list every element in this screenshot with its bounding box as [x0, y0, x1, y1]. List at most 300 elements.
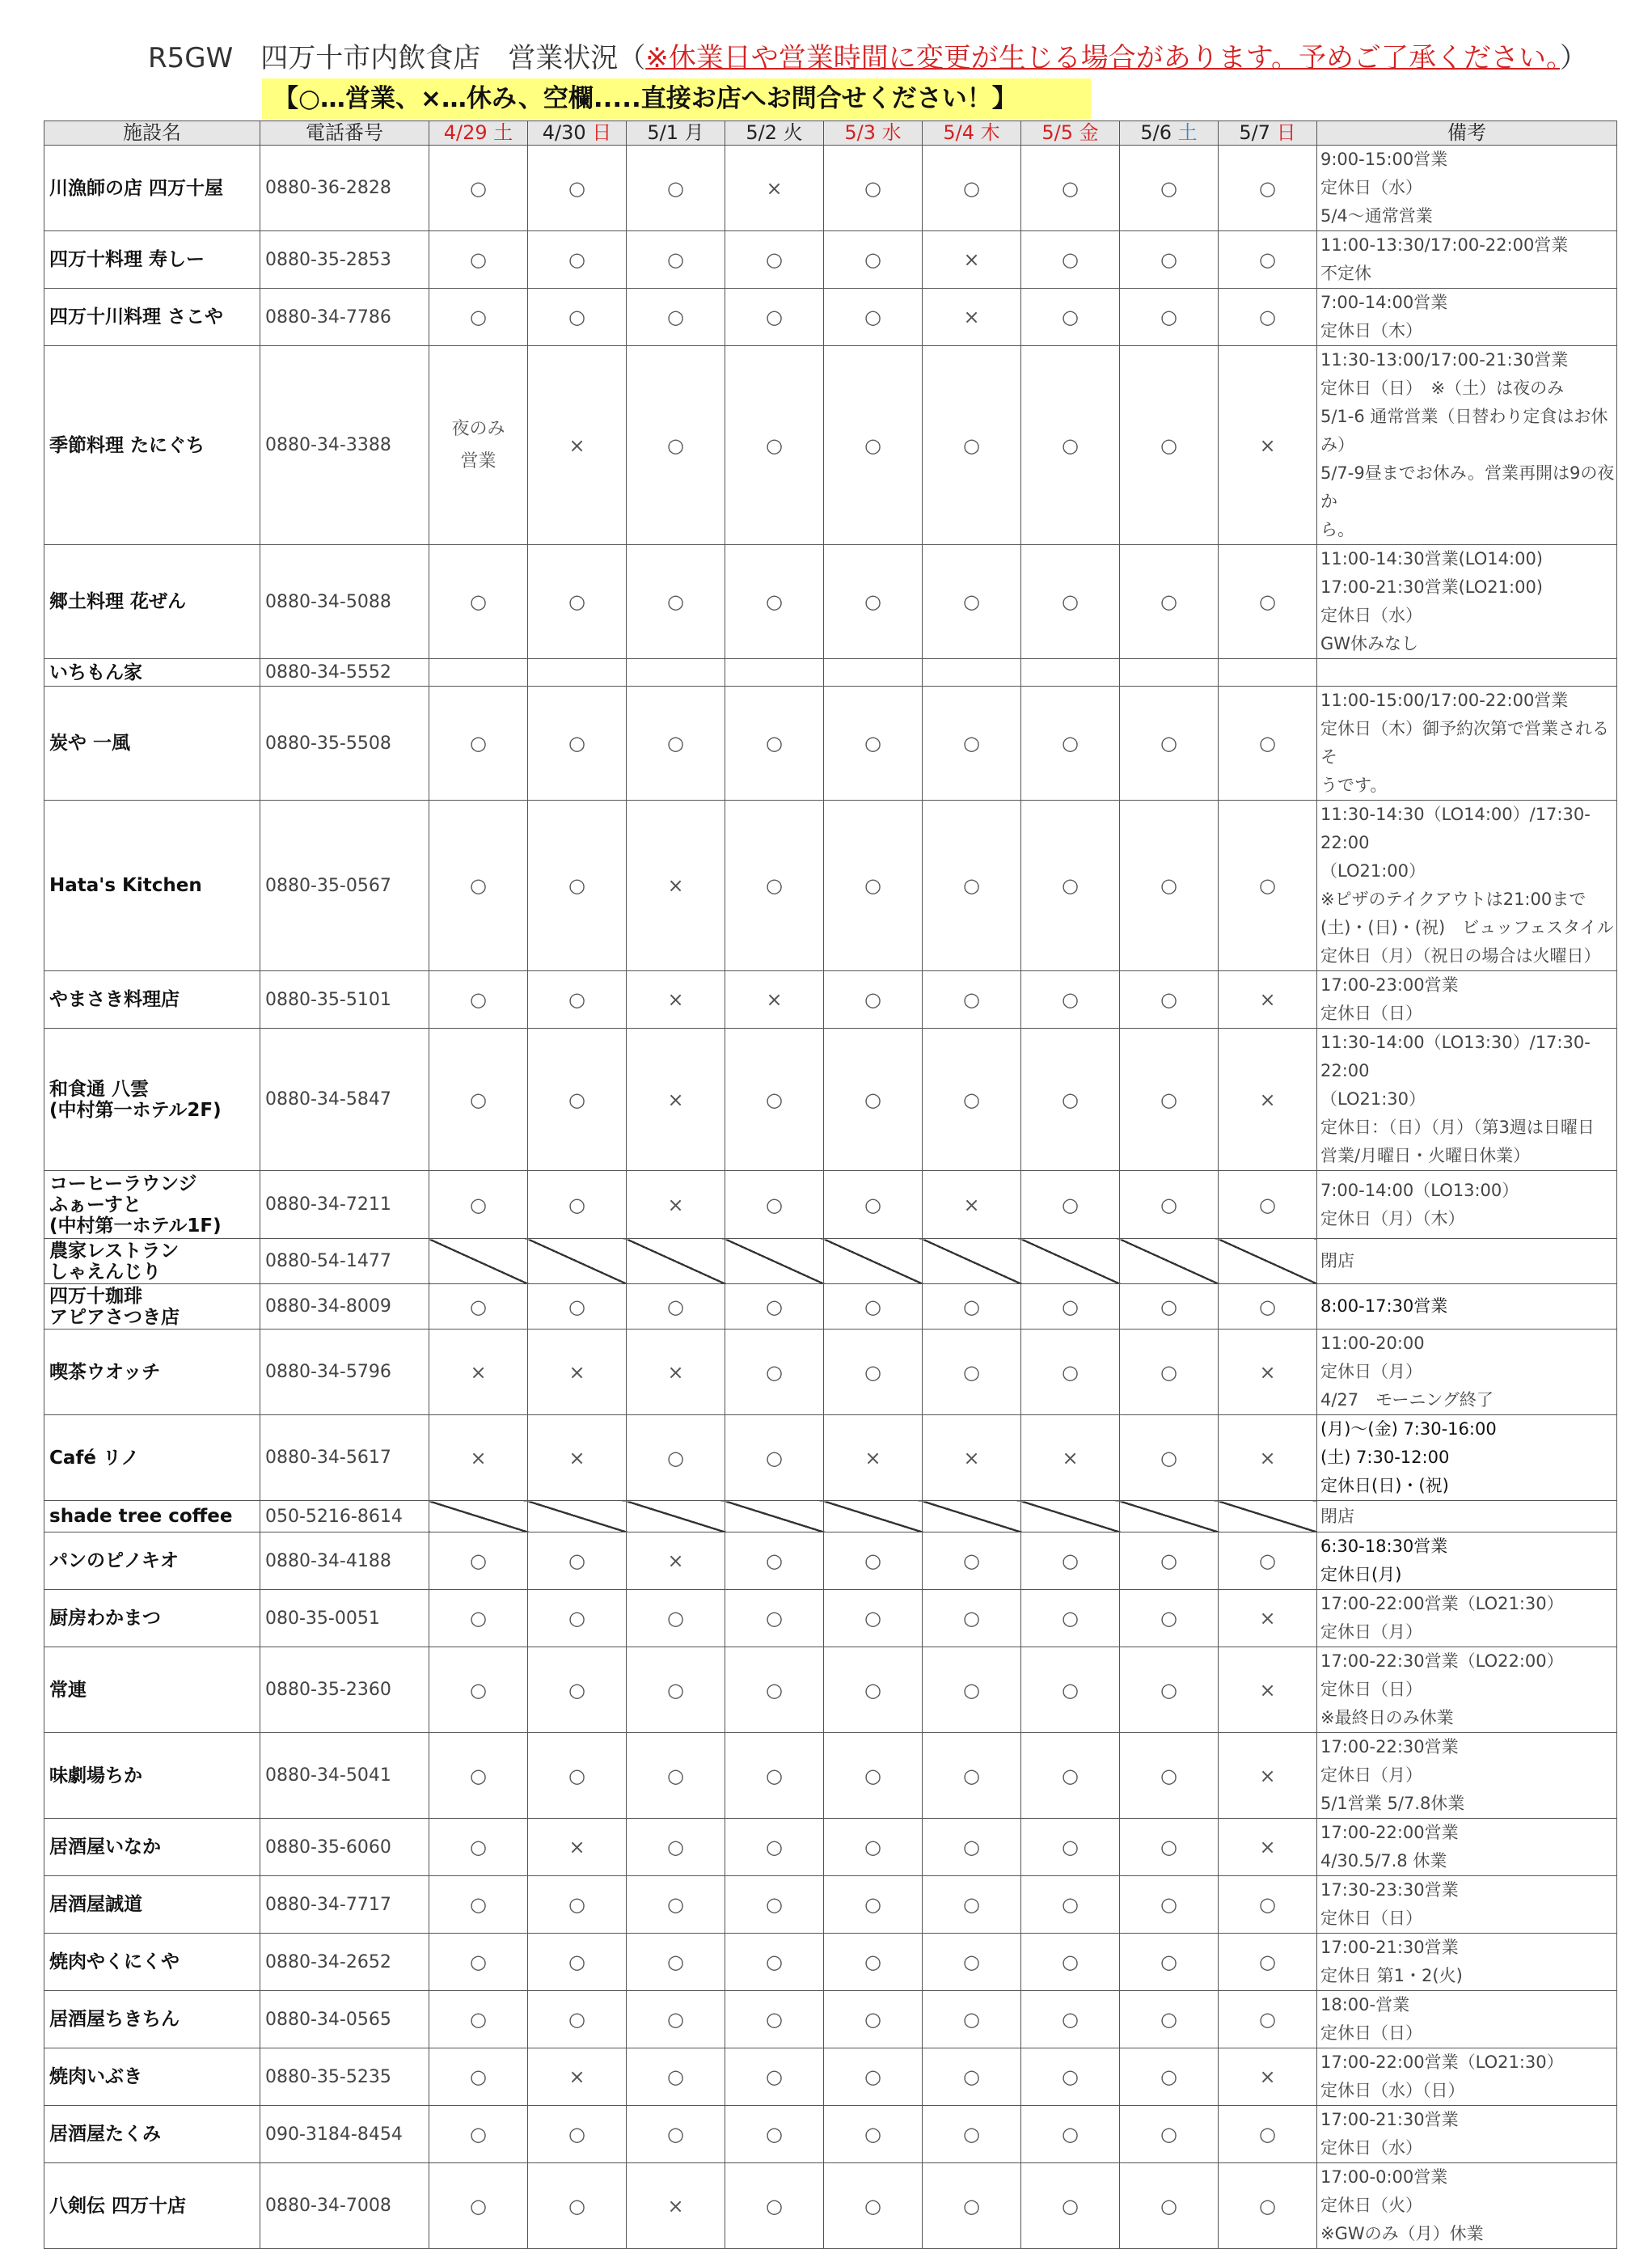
status-cell: × [627, 971, 725, 1029]
status-cell [627, 659, 725, 687]
phone-number: 0880-34-8009 [260, 1284, 429, 1330]
status-cell [725, 659, 824, 687]
table-row [44, 2163, 1617, 2249]
phone-number: 0880-34-5088 [260, 545, 429, 659]
facility-name: 居酒屋たくみ [44, 2106, 260, 2163]
status-cell: ○ [528, 1029, 627, 1171]
table-row [44, 1171, 1617, 1239]
status-cell: ○ [824, 1876, 923, 1934]
phone-number: 0880-34-7008 [260, 2163, 429, 2249]
status-cell: ○ [923, 971, 1021, 1029]
title-close-paren: ） [1560, 42, 1588, 74]
header-weekday: 日 [592, 121, 612, 144]
closed-slash-cell [1219, 1239, 1317, 1284]
status-cell: ○ [1021, 1991, 1120, 2048]
remarks-cell: 11:00-14:30営業(LO14:00) 17:00-21:30営業(LO21:00) 定休日（水） GW休みなし [1317, 545, 1617, 659]
status-cell: ○ [923, 1284, 1021, 1330]
status-cell: ○ [627, 545, 725, 659]
table-row [44, 971, 1617, 1029]
status-cell: ○ [528, 2163, 627, 2249]
header-weekday: 水 [881, 121, 902, 144]
status-cell: ○ [1219, 146, 1317, 231]
header-weekday: 土 [1177, 121, 1198, 144]
status-cell: ○ [824, 2106, 923, 2163]
remarks-cell: 6:30-18:30営業 定休日(月) [1317, 1532, 1617, 1590]
header-weekday: 月 [684, 121, 704, 144]
status-cell: ○ [824, 1590, 923, 1647]
title-open-paren: （ [618, 42, 646, 74]
status-cell: ○ [1120, 289, 1219, 346]
header-day-0 [429, 121, 528, 146]
status-cell: ○ [429, 1171, 528, 1239]
status-cell [824, 659, 923, 687]
header-weekday: 火 [783, 121, 803, 144]
status-cell: ○ [528, 545, 627, 659]
remarks-cell: 11:00-13:30/17:00-22:00営業 不定休 [1317, 231, 1617, 289]
status-cell: ○ [824, 545, 923, 659]
table-row [44, 1733, 1617, 1819]
status-cell: ○ [824, 971, 923, 1029]
facility-name: 郷土料理 花ぜん [44, 545, 260, 659]
table-row [44, 289, 1617, 346]
title-main: R5GW 四万十市内飲食店 営業状況 [148, 42, 619, 74]
phone-number: 0880-34-3388 [260, 346, 429, 545]
status-cell: ○ [1120, 1171, 1219, 1239]
status-cell: ○ [1120, 1284, 1219, 1330]
status-cell [1219, 659, 1317, 687]
status-cell: ○ [627, 2048, 725, 2106]
remarks-cell: 9:00-15:00営業 定休日（水） 5/4～通常営業 [1317, 146, 1617, 231]
status-cell: ○ [1120, 2106, 1219, 2163]
remarks-cell: 閉店 [1317, 1501, 1617, 1532]
facility-name: Hata's Kitchen [44, 801, 260, 971]
status-cell: ○ [1219, 2106, 1317, 2163]
status-cell: ○ [1219, 1991, 1317, 2048]
status-cell: ○ [725, 1330, 824, 1415]
status-cell: ○ [824, 687, 923, 801]
status-cell: ○ [1021, 1532, 1120, 1590]
table-row [44, 2106, 1617, 2163]
facility-name: いちもん家 [44, 659, 260, 687]
status-cell: ○ [627, 1819, 725, 1876]
status-cell: ○ [627, 146, 725, 231]
status-cell: ○ [429, 801, 528, 971]
status-cell: ○ [429, 2163, 528, 2249]
status-cell: × [1219, 1330, 1317, 1415]
facility-name: 喫茶ウオッチ [44, 1330, 260, 1415]
status-cell: × [1219, 1647, 1317, 1733]
status-cell: ○ [725, 1415, 824, 1501]
status-cell: ○ [1021, 1330, 1120, 1415]
status-cell [923, 659, 1021, 687]
status-cell: ○ [1219, 231, 1317, 289]
status-cell: ○ [923, 146, 1021, 231]
status-cell: ○ [627, 1876, 725, 1934]
status-cell: ○ [528, 1647, 627, 1733]
header-weekday: 金 [1079, 121, 1099, 144]
status-cell: ○ [923, 1876, 1021, 1934]
status-cell: ○ [1120, 801, 1219, 971]
header-name: 施設名 [44, 121, 260, 146]
phone-number: 0880-34-7211 [260, 1171, 429, 1239]
remarks-cell: (月)～(金) 7:30-16:00 (土) 7:30-12:00 定休日(日)・(祝) [1317, 1415, 1617, 1501]
status-cell: ○ [725, 1934, 824, 1991]
status-cell: ○ [627, 1284, 725, 1330]
status-cell: × [1219, 1590, 1317, 1647]
status-cell: ○ [725, 1733, 824, 1819]
status-cell: ○ [824, 2163, 923, 2249]
status-cell: ○ [1021, 346, 1120, 545]
status-cell: ○ [528, 1532, 627, 1590]
status-cell: ○ [528, 1991, 627, 2048]
status-cell [429, 659, 528, 687]
remarks-cell [1317, 659, 1617, 687]
status-cell: × [923, 1171, 1021, 1239]
header-date: 4/29 [443, 121, 488, 144]
status-cell: ○ [1021, 1647, 1120, 1733]
status-cell: × [923, 231, 1021, 289]
table-row [44, 1590, 1617, 1647]
status-cell: ○ [824, 1733, 923, 1819]
phone-number: 0880-34-2652 [260, 1934, 429, 1991]
remarks-cell: 17:00-21:30営業 定休日 第1・2(火) [1317, 1934, 1617, 1991]
status-cell: × [627, 1029, 725, 1171]
status-cell: ○ [627, 687, 725, 801]
header-date: 5/4 [943, 121, 974, 144]
status-cell: ○ [824, 1284, 923, 1330]
page-title [148, 39, 1644, 78]
status-cell: ○ [725, 1876, 824, 1934]
status-cell: ○ [429, 1532, 528, 1590]
status-cell: ○ [429, 1733, 528, 1819]
status-cell [1120, 659, 1219, 687]
status-cell: ○ [923, 1733, 1021, 1819]
closed-slash-cell [429, 1501, 528, 1532]
status-cell: ○ [1120, 1647, 1219, 1733]
remarks-cell: 17:00-22:30営業（LO22:00） 定休日（日） ※最終日のみ休業 [1317, 1647, 1617, 1733]
status-cell: ○ [1120, 1876, 1219, 1934]
status-cell: ○ [528, 1171, 627, 1239]
status-cell: ○ [725, 801, 824, 971]
status-cell: ○ [725, 346, 824, 545]
status-cell: × [725, 146, 824, 231]
status-cell: ○ [528, 146, 627, 231]
status-cell: ○ [725, 1284, 824, 1330]
remarks-cell: 17:00-22:00営業（LO21:30） 定休日（水）（日） [1317, 2048, 1617, 2106]
remarks-cell: 17:00-21:30営業 定休日（水） [1317, 2106, 1617, 2163]
status-cell: ○ [725, 1819, 824, 1876]
facility-name: 居酒屋いなか [44, 1819, 260, 1876]
facility-name: 焼肉やくにくや [44, 1934, 260, 1991]
status-cell: ○ [1219, 1284, 1317, 1330]
status-cell: ○ [429, 289, 528, 346]
table-row [44, 146, 1617, 231]
status-cell: ○ [1120, 1330, 1219, 1415]
table-row [44, 1819, 1617, 1876]
table-header [44, 121, 1617, 146]
status-cell: ○ [725, 2048, 824, 2106]
status-cell: ○ [824, 1171, 923, 1239]
remarks-cell: 7:00-14:00営業 定休日（木） [1317, 289, 1617, 346]
facility-name: 季節料理 たにぐち [44, 346, 260, 545]
status-cell: × [627, 801, 725, 971]
status-cell: ○ [627, 1934, 725, 1991]
status-cell: ○ [528, 971, 627, 1029]
status-cell: ○ [1120, 1415, 1219, 1501]
phone-number: 0880-34-5617 [260, 1415, 429, 1501]
status-cell: ○ [824, 1330, 923, 1415]
status-cell: ○ [725, 545, 824, 659]
phone-number: 0880-35-6060 [260, 1819, 429, 1876]
header-day-7 [1120, 121, 1219, 146]
status-cell: ○ [1021, 2163, 1120, 2249]
table-row [44, 545, 1617, 659]
status-cell: ○ [429, 1876, 528, 1934]
status-cell: ○ [1021, 146, 1120, 231]
status-cell: ○ [725, 289, 824, 346]
facility-name: 四万十料理 寿しー [44, 231, 260, 289]
status-cell: ○ [1021, 1819, 1120, 1876]
phone-number: 0880-35-5235 [260, 2048, 429, 2106]
phone-number: 0880-36-2828 [260, 146, 429, 231]
status-cell: ○ [923, 687, 1021, 801]
facility-name: 八剣伝 四万十店 [44, 2163, 260, 2249]
status-cell: ○ [1219, 1876, 1317, 1934]
closed-slash-cell [1120, 1239, 1219, 1284]
status-cell: ○ [1120, 2163, 1219, 2249]
facility-name: 四万十珈琲 アピアさつき店 [44, 1284, 260, 1330]
header-weekday: 土 [493, 121, 513, 144]
status-cell: × [1219, 1415, 1317, 1501]
phone-number: 0880-34-5041 [260, 1733, 429, 1819]
facility-name: コーヒーラウンジ ふぁーすと (中村第一ホテル1F) [44, 1171, 260, 1239]
status-cell: ○ [725, 2106, 824, 2163]
status-cell: ○ [923, 2048, 1021, 2106]
remarks-cell: 7:00-14:00（LO13:00） 定休日（月）（木） [1317, 1171, 1617, 1239]
status-cell: ○ [627, 231, 725, 289]
remarks-cell: 8:00-17:30営業 [1317, 1284, 1617, 1330]
facility-name: 農家レストラン しゃえんじり [44, 1239, 260, 1284]
remarks-cell: 17:00-0:00営業 定休日（火） ※GWのみ（月）休業 [1317, 2163, 1617, 2249]
status-cell: ○ [725, 1029, 824, 1171]
phone-number: 0880-35-2853 [260, 231, 429, 289]
header-day-8 [1219, 121, 1317, 146]
closed-slash-cell [429, 1239, 528, 1284]
header-day-1 [528, 121, 627, 146]
status-cell: ○ [1120, 2048, 1219, 2106]
status-cell: ○ [824, 1934, 923, 1991]
status-cell: × [923, 289, 1021, 346]
status-cell: × [1219, 346, 1317, 545]
table-body [44, 146, 1617, 2249]
status-cell: ○ [627, 1415, 725, 1501]
header-date: 5/3 [844, 121, 876, 144]
table-row [44, 1876, 1617, 1934]
table-row [44, 1330, 1617, 1415]
status-cell: × [1219, 1819, 1317, 1876]
status-cell: ○ [1120, 346, 1219, 545]
status-cell: ○ [1021, 1733, 1120, 1819]
status-cell: ○ [923, 1029, 1021, 1171]
status-cell: ○ [923, 1330, 1021, 1415]
status-cell: ○ [528, 2106, 627, 2163]
header-day-4 [824, 121, 923, 146]
table-row [44, 1415, 1617, 1501]
status-cell: ○ [627, 346, 725, 545]
status-cell: ○ [824, 801, 923, 971]
facility-name: やまさき料理店 [44, 971, 260, 1029]
status-cell: ○ [725, 1991, 824, 2048]
status-cell: ○ [1120, 1590, 1219, 1647]
status-cell: ○ [923, 1532, 1021, 1590]
status-cell: ○ [528, 289, 627, 346]
closed-slash-cell [1021, 1239, 1120, 1284]
status-cell: × [528, 1415, 627, 1501]
header-phone: 電話番号 [260, 121, 429, 146]
phone-number: 0880-35-5508 [260, 687, 429, 801]
header-weekday: 木 [980, 121, 1000, 144]
closed-slash-cell [528, 1239, 627, 1284]
status-cell: ○ [725, 1171, 824, 1239]
status-cell: ○ [1021, 289, 1120, 346]
status-cell: × [429, 1415, 528, 1501]
status-cell: ○ [429, 687, 528, 801]
status-cell: ○ [1219, 2163, 1317, 2249]
header-row [44, 121, 1617, 146]
facility-name: 炭や 一風 [44, 687, 260, 801]
table-row [44, 1501, 1617, 1532]
remarks-cell: 17:00-22:00営業 4/30.5/7.8 休業 [1317, 1819, 1617, 1876]
status-cell: ○ [923, 2106, 1021, 2163]
status-cell: ○ [725, 2163, 824, 2249]
status-cell: ○ [1021, 545, 1120, 659]
status-cell: ○ [1021, 2106, 1120, 2163]
status-cell: × [725, 971, 824, 1029]
header-weekday: 日 [1276, 121, 1296, 144]
facility-name: 居酒屋誠道 [44, 1876, 260, 1934]
closed-slash-cell [725, 1501, 824, 1532]
status-cell: ○ [923, 1934, 1021, 1991]
status-cell: ○ [1219, 1532, 1317, 1590]
status-cell: ○ [1021, 1590, 1120, 1647]
status-cell: ○ [824, 146, 923, 231]
status-cell: × [1219, 1029, 1317, 1171]
status-cell: ○ [429, 146, 528, 231]
status-cell: ○ [1219, 545, 1317, 659]
status-cell: ○ [1021, 687, 1120, 801]
remarks-cell: 11:30-14:30（LO14:00）/17:30-22:00 （LO21:00） ※ピザのテイクアウトは21:00まで (土)・(日)・(祝) ビュッフェスタイル 定休日（月）（祝日の場合は火曜日） [1317, 801, 1617, 971]
status-cell: ○ [429, 1284, 528, 1330]
phone-number: 0880-35-5101 [260, 971, 429, 1029]
closed-slash-cell [627, 1501, 725, 1532]
table-row [44, 1991, 1617, 2048]
phone-number: 0880-34-7717 [260, 1876, 429, 1934]
status-cell: ○ [1120, 1029, 1219, 1171]
status-cell: 夜のみ 営業 [429, 346, 528, 545]
status-cell: ○ [1021, 1029, 1120, 1171]
remarks-cell: 17:00-22:00営業（LO21:30） 定休日（月） [1317, 1590, 1617, 1647]
remarks-cell: 11:00-20:00 定休日（月） 4/27 モーニング終了 [1317, 1330, 1617, 1415]
closed-slash-cell [824, 1501, 923, 1532]
status-cell: ○ [528, 1876, 627, 1934]
closed-slash-cell [627, 1239, 725, 1284]
status-cell: ○ [429, 1934, 528, 1991]
status-cell: ○ [429, 231, 528, 289]
remarks-cell: 18:00-営業 定休日（日） [1317, 1991, 1617, 2048]
header-remarks: 備考 [1317, 121, 1617, 146]
table-row [44, 1239, 1617, 1284]
header-date: 5/1 [647, 121, 678, 144]
status-cell: ○ [627, 1590, 725, 1647]
status-cell: ○ [824, 289, 923, 346]
status-cell: ○ [1120, 231, 1219, 289]
phone-number: 0880-34-5847 [260, 1029, 429, 1171]
closed-slash-cell [725, 1239, 824, 1284]
status-cell: ○ [627, 2106, 725, 2163]
remarks-cell: 閉店 [1317, 1239, 1617, 1284]
table-row [44, 1284, 1617, 1330]
status-cell: × [627, 1330, 725, 1415]
header-date: 5/5 [1041, 121, 1073, 144]
legend-banner: 【○…営業、×…休み、空欄.....直接お店へお問合せください！】 [262, 78, 1091, 119]
status-cell: ○ [1219, 801, 1317, 971]
status-cell: ○ [528, 1284, 627, 1330]
status-cell: × [1219, 1733, 1317, 1819]
status-cell: ○ [824, 346, 923, 545]
phone-number: 080-35-0051 [260, 1590, 429, 1647]
table-row [44, 687, 1617, 801]
phone-number: 0880-35-0567 [260, 801, 429, 971]
remarks-cell: 11:00-15:00/17:00-22:00営業 定休日（木）御予約次第で営業されるそ うです。 [1317, 687, 1617, 801]
status-cell: ○ [429, 1029, 528, 1171]
closed-slash-cell [923, 1239, 1021, 1284]
facility-name: shade tree coffee [44, 1501, 260, 1532]
status-cell: ○ [429, 1991, 528, 2048]
table-row [44, 2048, 1617, 2106]
status-cell: ○ [725, 1590, 824, 1647]
phone-number: 090-3184-8454 [260, 2106, 429, 2163]
status-cell: ○ [429, 971, 528, 1029]
status-cell: ○ [1219, 687, 1317, 801]
status-cell: × [923, 1415, 1021, 1501]
header-date: 4/30 [542, 121, 586, 144]
phone-number: 0880-34-0565 [260, 1991, 429, 2048]
status-cell: ○ [1120, 1934, 1219, 1991]
facility-name: 焼肉いぶき [44, 2048, 260, 2106]
status-cell: ○ [1120, 146, 1219, 231]
status-cell: ○ [429, 1819, 528, 1876]
facility-name: 和食通 八雲 (中村第一ホテル2F) [44, 1029, 260, 1171]
status-cell: ○ [923, 346, 1021, 545]
phone-number: 050-5216-8614 [260, 1501, 429, 1532]
status-cell: ○ [923, 1590, 1021, 1647]
status-cell: ○ [429, 2106, 528, 2163]
status-cell: × [627, 1171, 725, 1239]
table-row [44, 1029, 1617, 1171]
status-cell: ○ [824, 231, 923, 289]
closed-slash-cell [1120, 1501, 1219, 1532]
status-cell [1021, 659, 1120, 687]
table-row [44, 1647, 1617, 1733]
status-cell: ○ [923, 801, 1021, 971]
status-cell: ○ [824, 1819, 923, 1876]
status-cell: ○ [429, 1647, 528, 1733]
status-cell: ○ [923, 2163, 1021, 2249]
closed-slash-cell [824, 1239, 923, 1284]
status-cell: ○ [923, 1647, 1021, 1733]
header-date: 5/6 [1140, 121, 1172, 144]
phone-number: 0880-34-5796 [260, 1330, 429, 1415]
